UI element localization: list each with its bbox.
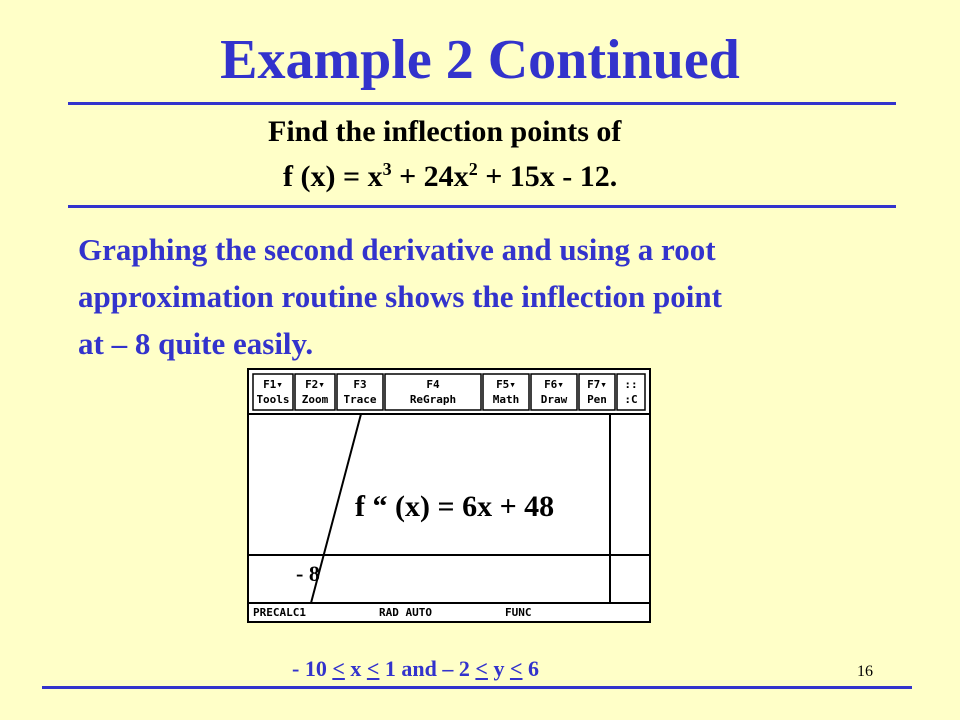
- menu-draw[interactable]: [531, 374, 577, 410]
- explanation-line-3: at – 8 quite easily.: [78, 326, 314, 361]
- problem-line-1: Find the inflection points of: [268, 115, 622, 148]
- menu-zoom[interactable]: [295, 374, 335, 410]
- domain-part: 1 and – 2: [379, 656, 476, 681]
- leq-sign: <: [509, 656, 523, 681]
- menu-extra-label: :C: [624, 393, 638, 406]
- leq-sign: <: [332, 656, 345, 681]
- menu-draw-key: F6▾: [544, 378, 564, 391]
- fx-prefix: f (x) = x: [283, 160, 383, 193]
- menu-extra-key: ::: [624, 378, 638, 391]
- explanation-text: [78, 226, 878, 367]
- exponent-2: 2: [468, 159, 478, 179]
- domain-part: - 10: [292, 656, 333, 681]
- menu-math-label: Math: [492, 393, 520, 406]
- calculator-menu-bar: [253, 374, 645, 410]
- menu-pen[interactable]: [579, 374, 615, 410]
- domain-part: x: [344, 656, 367, 681]
- fx-mid: + 24x: [391, 160, 469, 193]
- explanation-line-1: Graphing the second derivative and using a root: [78, 232, 716, 267]
- menu-draw-label: Draw: [540, 393, 568, 406]
- menu-math-key: F5▾: [496, 378, 516, 391]
- problem-function: [283, 160, 617, 194]
- explanation-line-2: approximation routine shows the inflection point: [78, 279, 722, 314]
- menu-zoom-key: F2▾: [305, 378, 325, 391]
- leq-sign: <: [475, 656, 488, 681]
- status-bar: [253, 606, 532, 619]
- menu-pen-label: Pen: [587, 393, 607, 406]
- menu-tools-label: Tools: [256, 393, 290, 406]
- menu-regraph-key: F4: [426, 378, 440, 391]
- divider-top: [68, 102, 896, 105]
- menu-regraph-label: ReGraph: [409, 393, 457, 406]
- divider-middle: [68, 205, 896, 208]
- menu-tools[interactable]: [253, 374, 293, 410]
- page-number: 16: [857, 663, 873, 680]
- fx-suffix: + 15x - 12.: [477, 160, 618, 193]
- status-graph-type: FUNC: [505, 606, 532, 619]
- status-folder: PRECALC1: [253, 606, 306, 619]
- root-label: - 8: [296, 561, 320, 586]
- domain-part: y: [487, 656, 510, 681]
- menu-zoom-label: Zoom: [301, 393, 329, 406]
- menu-extra[interactable]: [617, 374, 645, 410]
- status-mode: RAD AUTO: [379, 606, 432, 619]
- menu-math[interactable]: [483, 374, 529, 410]
- second-derivative-equation: f “ (x) = 6x + 48: [355, 490, 555, 523]
- slide-title: Example 2 Continued: [220, 29, 740, 91]
- window-settings: [292, 656, 539, 682]
- menu-trace-key: F3: [353, 378, 367, 391]
- domain-part: 6: [522, 656, 539, 681]
- menu-trace-label: Trace: [343, 393, 377, 406]
- menu-tools-key: F1▾: [263, 378, 283, 391]
- menu-trace[interactable]: [337, 374, 383, 410]
- menu-regraph[interactable]: [385, 374, 481, 410]
- exponent-3: 3: [382, 159, 392, 179]
- divider-bottom: [42, 686, 912, 689]
- leq-sign: <: [366, 656, 380, 681]
- menu-pen-key: F7▾: [587, 378, 607, 391]
